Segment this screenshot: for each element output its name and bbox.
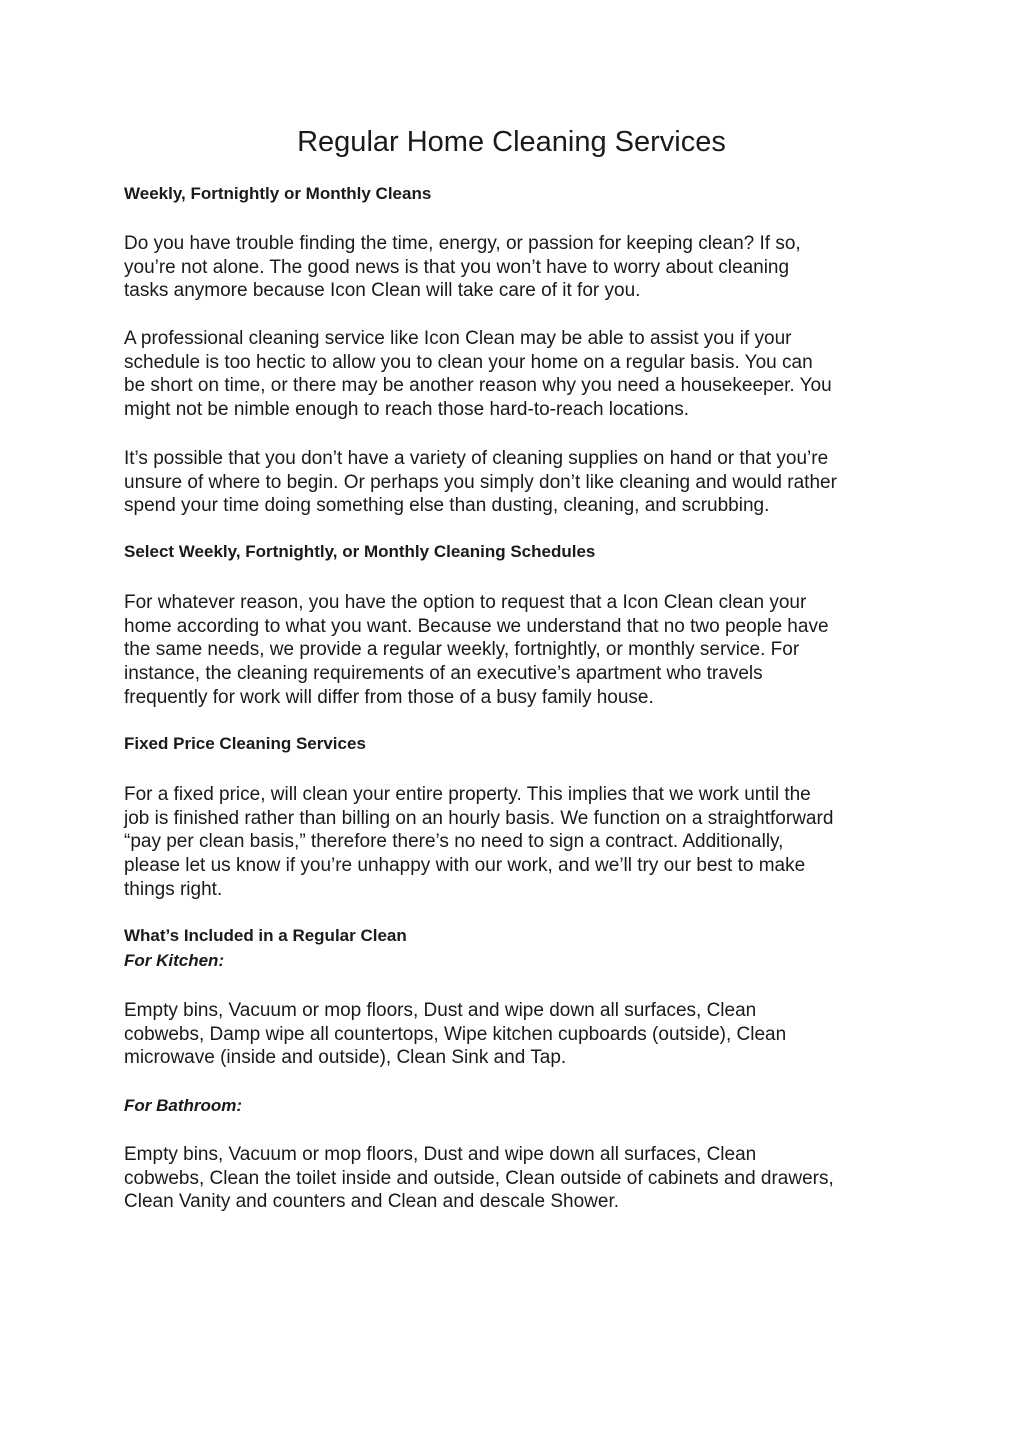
text-line: It’s possible that you don’t have a variety of cleaning supplies on hand or that you’re [124, 448, 829, 469]
paragraph [124, 591, 829, 710]
text-line: Do you have trouble finding the time, energy, or passion for keeping clean? If so, [124, 233, 801, 254]
subsection-heading-kitchen: For Kitchen: [124, 951, 225, 970]
text-line: A professional cleaning service like Icon Clean may be able to assist you if your [124, 328, 792, 349]
paragraph [124, 1143, 834, 1214]
text-line: job is finished rather than billing on an hourly basis. We function on a straightforward [124, 807, 834, 829]
section-heading-whats-included: What’s Included in a Regular Clean [124, 926, 407, 945]
text-line: schedule is too hectic to allow you to clean your home on a regular basis. You can [124, 351, 813, 373]
subsection-heading-bathroom: For Bathroom: [124, 1096, 243, 1115]
text-line: instance, the cleaning requirements of an executive’s apartment who travels [124, 663, 763, 685]
paragraph [124, 999, 786, 1070]
text-line: cobwebs, Clean the toilet inside and outside, Clean outside of cabinets and drawers, [124, 1167, 834, 1189]
paragraph [124, 327, 832, 422]
text-line: home according to what you want. Because we understand that no two people have [124, 615, 829, 637]
text-line: tasks anymore because Icon Clean will take care of it for you. [124, 280, 641, 302]
text-line: the same needs, we provide a regular weekly, fortnightly, or monthly service. For [124, 639, 800, 661]
section-heading-fixed-price: Fixed Price Cleaning Services [124, 734, 366, 753]
text-line: “pay per clean basis,” therefore there’s no need to sign a contract. Additionally, [124, 831, 784, 853]
text-line: frequently for work will differ from those of a busy family house. [124, 686, 654, 708]
text-line: might not be nimble enough to reach those hard-to-reach locations. [124, 399, 690, 421]
section-heading-weekly-cleans: Weekly, Fortnightly or Monthly Cleans [124, 184, 432, 203]
document-title: Regular Home Cleaning Services [297, 126, 726, 158]
paragraph [124, 783, 833, 902]
text-line: things right. [124, 878, 223, 900]
text-line: microwave (inside and outside), Clean Sink and Tap. [124, 1047, 567, 1069]
text-line: For whatever reason, you have the option to request that a Icon Clean clean your [124, 592, 807, 613]
text-line: you’re not alone. The good news is that you won’t have to worry about cleaning [124, 256, 790, 278]
text-line: spend your time doing something else than dusting, cleaning, and scrubbing. [124, 495, 770, 517]
text-line: unsure of where to begin. Or perhaps you simply don’t like cleaning and would rather [124, 471, 837, 493]
text-line: please let us know if you’re unhappy with our work, and we’ll try our best to make [124, 855, 806, 877]
text-line: For a fixed price, will clean your entire property. This implies that we work until the [124, 784, 811, 805]
text-line: Empty bins, Vacuum or mop floors, Dust and wipe down all surfaces, Clean [124, 1144, 757, 1165]
section-heading-select-schedules: Select Weekly, Fortnightly, or Monthly Cleaning Schedules [124, 542, 596, 561]
text-line: Empty bins, Vacuum or mop floors, Dust and wipe down all surfaces, Clean [124, 1000, 757, 1021]
text-line: be short on time, or there may be another reason why you need a housekeeper. You [124, 375, 832, 397]
text-line: Clean Vanity and counters and Clean and descale Shower. [124, 1191, 620, 1213]
paragraph [124, 447, 837, 518]
text-line: cobwebs, Damp wipe all countertops, Wipe kitchen cupboards (outside), Clean [124, 1023, 787, 1045]
paragraph [124, 232, 801, 303]
